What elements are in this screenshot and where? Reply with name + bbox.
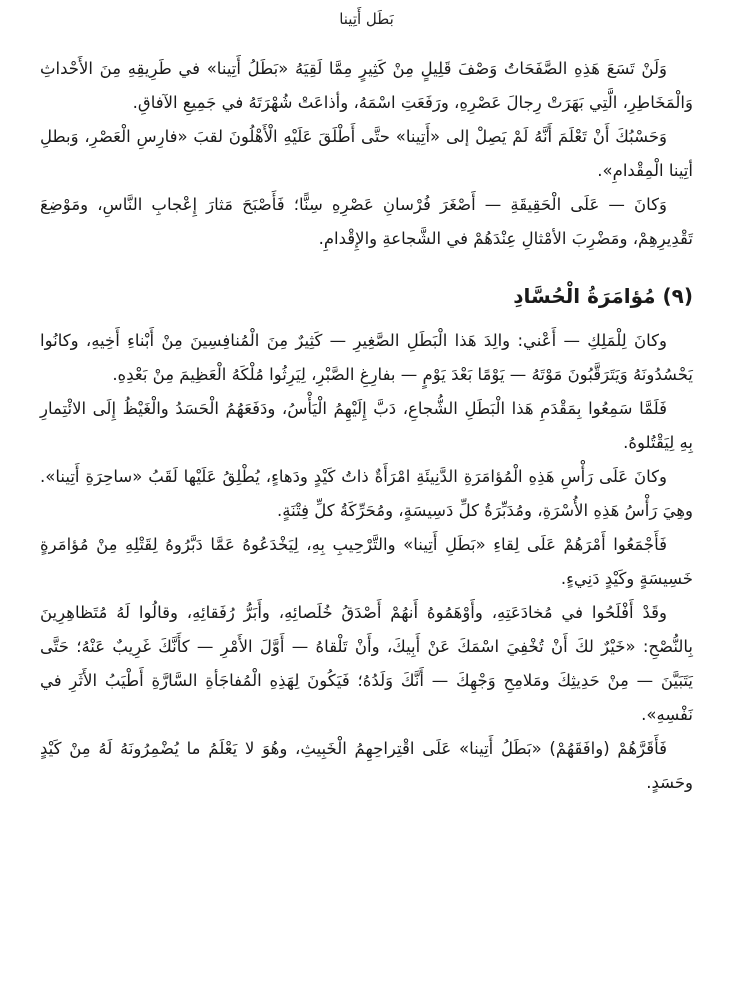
- paragraph: وَحَسْبُكَ أَنْ تَعْلَمَ أَنَّهُ لَمْ يَصِلْ إلى «أَتِينا» حتَّى أَطْلَقَ عَلَيْهِ الْأَهْلُونَ لقبَ «فارِسِ الْعَصْرِ، وَبطلِ أتِينا الْمِقْدامِ».: [40, 127, 693, 180]
- document-page: [40, 0, 693, 1000]
- paragraph: وَكانَ — عَلَى الْحَقِيقَةِ — أَصْغَرَ فُرْسانِ عَصْرِهِ سِنًّا؛ فَأَصْبَحَ مَثارَ إِعْجابِ النَّاسِ، ومَوْضِعَ تَقْدِيرِهِمْ، ومَضْرِبَ الأمْثالِ عِنْدَهُمْ في الشَّجاعةِ والإِقْدامِ.: [40, 195, 693, 248]
- body-text: [40, 52, 693, 800]
- paragraph: فَلَمَّا سَمِعُوا بِمَقْدَمِ هَذا الْبَطَلِ الشُّجاعِ، دَبَّ إِلَيْهِمُ الْيَأْسُ، ودَفَعَهُمُ الْحَسَدُ والْغَيْظُ إِلَى الائْتِمارِ بِهِ لِيَقْتُلوهُ.: [40, 399, 693, 452]
- paragraph: وقَدْ أَفْلَحُوا في مُخادَعَتِهِ، وأَوْهَمُوهُ أَنهُمْ أَصْدَقُ خُلَصائِهِ، وأَبَرُّ رُفَقائِهِ، وقالُوا لَهُ مُتَظاهِرِينَ بِالنُّصْحِ: «خَيْرٌ لكَ أَنْ تُخْفِيَ اسْمَكَ عَنْ أَبِيكَ، وأَنْ تَلْقاهُ — أَوَّلَ الأَمْرِ — كأَنَّكَ غَرِيبٌ عَنْهُ؛ حَتَّى يَتَبَيَّنَ — مِنْ حَدِيثِكَ ومَلامِحِ وَجْهِكَ — أَنَّكَ وَلَدُهُ؛ فَيَكُونَ لِهَذِهِ الْمُفاجَأةِ السَّارَّةِ أَطْيَبُ الأَثَرِ في نَفْسِهِ».: [40, 603, 693, 724]
- running-header: بَطَل أَتِينا: [339, 10, 394, 28]
- paragraph: فَأَقَرَّهُمْ (وافَقَهُمْ) «بَطَلُ أَتِينا» عَلَى اقْتِراحِهِمُ الْخَبِيثِ، وهُوَ لا يَعْلَمُ ما يُضْمِرُونَهُ لَهُ مِنْ كَيْدٍ وحَسَدٍ.: [40, 739, 693, 792]
- paragraph: وكانَ لِلْمَلِكِ — أَعْني: والِدَ هَذا الْبَطَلِ الصَّغِيرِ — كَثِيرٌ مِنَ الْمُنافِسِينَ مِنْ أَبْناءِ أَخِيهِ، وكانُوا يَحْسُدُونَهُ وَيَتَرَقَّبُونَ مَوْتَهُ — يَوْمًا بَعْدَ يَوْمٍ — بفارِغِ الصَّبْرِ، لِيَرِثُوا مُلْكَهُ الْعَظِيمَ مِنْ بَعْدِهِ.: [40, 331, 693, 384]
- paragraph: وَلَنْ تَسَعَ هَذِهِ الصَّفَحَاتُ وَصْفَ قَلِيلٍ مِنْ كَثِيرٍ مِمَّا لَقِيَهُ «بَطَلُ أَتِينا» في طَرِيقِهِ مِنَ الأَحْداثِ وَالْمَخَاطِرِ، الَّتِي بَهَرَتْ رِجالَ عَصْرِهِ، ورَفَعَتِ اسْمَهُ، وأذاعَتْ شُهْرَتَهُ في جَمِيعِ الآفاقِ.: [40, 59, 693, 112]
- paragraph: وكانَ عَلَى رَأْسِ هَذِهِ الْمُؤامَرَةِ الدَّنِيئَةِ امْرَأَةٌ ذاتُ كَيْدٍ ودَهاءٍ، يُطْلِقُ عَلَيْها لَقَبُ «ساحِرَةِ أَتِينا». وهِيَ رَأْسُ هَذِهِ الأُسْرَةِ، ومُدَبِّرَةُ كلِّ دَسِيسَةٍ، ومُحَرِّكَةُ كلِّ فِتْنَةٍ.: [40, 467, 693, 520]
- paragraph: فَأَجْمَعُوا أَمْرَهُمْ عَلَى لِقاءِ «بَطَلِ أَتِينا» والتَّرْحِيبِ بِهِ، لِيَخْدَعُوهُ عَمَّا دَبَّرُوهُ لِقَتْلِهِ مِنْ مُؤامَرةٍ خَسِيسَةٍ وكَيْدٍ دَنِيءٍ.: [40, 535, 693, 588]
- section-heading: (٩) مُؤامَرَةُ الْحُسَّادِ: [513, 284, 693, 308]
